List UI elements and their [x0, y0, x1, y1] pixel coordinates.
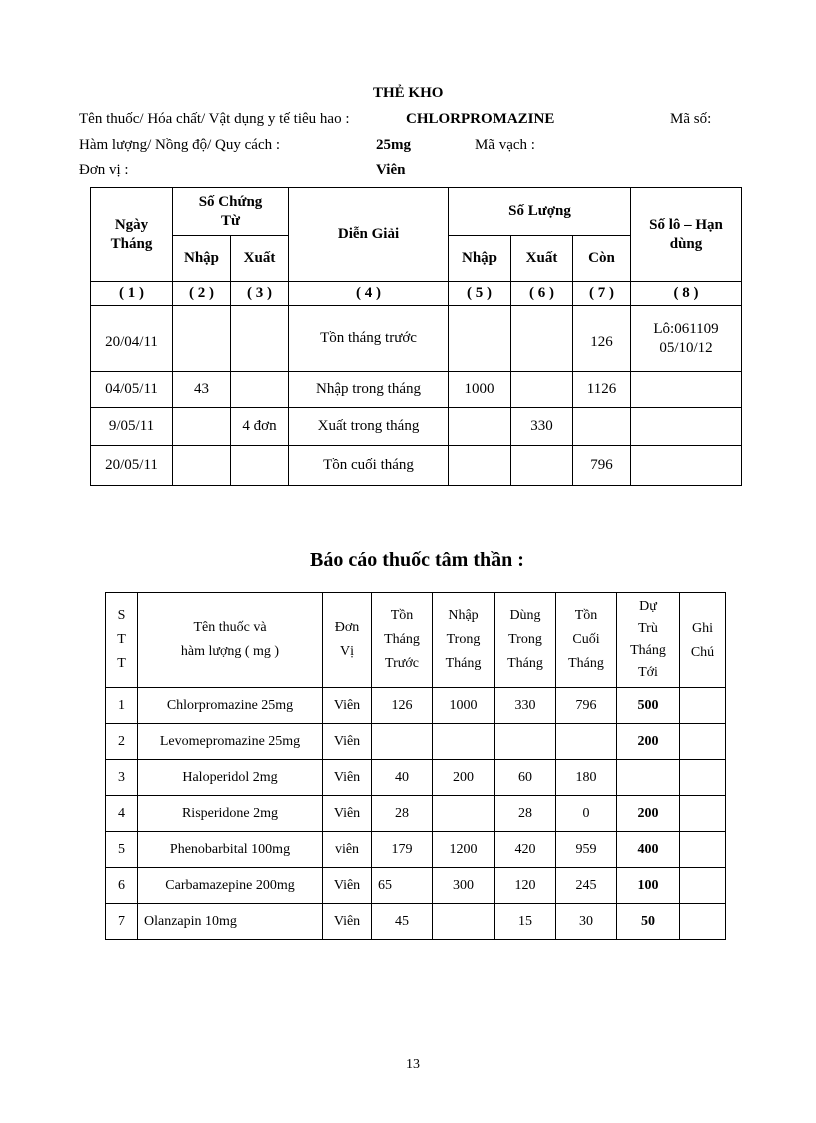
table-row — [91, 446, 742, 486]
cell-in — [433, 796, 495, 832]
cell-qty-in — [449, 408, 511, 446]
cell-used: 330 — [495, 688, 556, 724]
cell-lot — [631, 446, 742, 486]
cell-name: Levomepromazine 25mg — [138, 724, 323, 760]
header-name: Tên thuốc và hàm lượng ( mg ) — [138, 593, 323, 688]
cell-description: Nhập trong tháng — [289, 372, 449, 408]
cell-date: 20/05/11 — [91, 446, 173, 486]
header-reserve: Dự Trù Tháng Tới — [617, 593, 680, 688]
col-number: ( 4 ) — [289, 282, 449, 306]
cell-stt: 2 — [106, 724, 138, 760]
cell-date: 9/05/11 — [91, 408, 173, 446]
report-table — [105, 592, 726, 940]
cell-end: 245 — [556, 868, 617, 904]
header-prev: Tồn Tháng Trước — [372, 593, 433, 688]
cell-prev: 179 — [372, 832, 433, 868]
header-qty-left: Còn — [573, 236, 631, 282]
cell-qty-left — [573, 408, 631, 446]
cell-qty-in: 1000 — [449, 372, 511, 408]
col-number: ( 7 ) — [573, 282, 631, 306]
table-row — [106, 688, 726, 724]
cell-lot: Lô:061109 05/10/12 — [631, 306, 742, 372]
header-used: Dùng Trong Tháng — [495, 593, 556, 688]
cell-lot — [631, 408, 742, 446]
table-row — [106, 832, 726, 868]
cell-qty-left: 1126 — [573, 372, 631, 408]
cell-qty-left: 796 — [573, 446, 631, 486]
cell-end: 0 — [556, 796, 617, 832]
table-row — [106, 868, 726, 904]
cell-voucher-in — [173, 408, 231, 446]
cell-used: 28 — [495, 796, 556, 832]
cell-name: Olanzapin 10mg — [138, 904, 323, 940]
header-voucher-out: Xuất — [231, 236, 289, 282]
cell-used: 60 — [495, 760, 556, 796]
cell-reserve — [617, 760, 680, 796]
cell-description: Tồn cuối tháng — [289, 446, 449, 486]
cell-reserve: 50 — [617, 904, 680, 940]
col-number: ( 5 ) — [449, 282, 511, 306]
cell-unit: viên — [323, 832, 372, 868]
cell-prev: 45 — [372, 904, 433, 940]
cell-used: 15 — [495, 904, 556, 940]
cell-name: Haloperidol 2mg — [138, 760, 323, 796]
page-number: 13 — [406, 1057, 420, 1072]
col-number: ( 8 ) — [631, 282, 742, 306]
header-lot: Số lô – Hạn dùng — [631, 188, 742, 282]
cell-voucher-in: 43 — [173, 372, 231, 408]
cell-stt: 7 — [106, 904, 138, 940]
cell-in: 1200 — [433, 832, 495, 868]
cell-voucher-out — [231, 306, 289, 372]
header-quantity: Số Lượng — [449, 188, 631, 236]
cell-name: Phenobarbital 100mg — [138, 832, 323, 868]
cell-unit: Viên — [323, 796, 372, 832]
cell-reserve: 500 — [617, 688, 680, 724]
cell-stt: 4 — [106, 796, 138, 832]
col-number: ( 6 ) — [511, 282, 573, 306]
cell-unit: Viên — [323, 760, 372, 796]
cell-reserve: 100 — [617, 868, 680, 904]
drug-name: CHLORPROMAZINE — [406, 111, 555, 127]
cell-note — [680, 904, 726, 940]
cell-qty-left: 126 — [573, 306, 631, 372]
cell-reserve: 200 — [617, 796, 680, 832]
cell-qty-out — [511, 372, 573, 408]
cell-qty-in — [449, 306, 511, 372]
cell-note — [680, 832, 726, 868]
cell-used — [495, 724, 556, 760]
column-number-row — [91, 282, 742, 306]
strength-value: 25mg — [376, 137, 411, 153]
cell-voucher-in — [173, 306, 231, 372]
card-title: THẺ KHO — [373, 85, 444, 101]
report-header-row — [106, 593, 726, 688]
cell-voucher-out — [231, 372, 289, 408]
col-number: ( 3 ) — [231, 282, 289, 306]
header-in: Nhập Trong Tháng — [433, 593, 495, 688]
cell-note — [680, 760, 726, 796]
cell-reserve: 400 — [617, 832, 680, 868]
cell-reserve: 200 — [617, 724, 680, 760]
header-unit: Đơn Vị — [323, 593, 372, 688]
cell-stt: 3 — [106, 760, 138, 796]
header-stt: S T T — [106, 593, 138, 688]
cell-stt: 1 — [106, 688, 138, 724]
header-description: Diễn Giải — [289, 188, 449, 282]
cell-voucher-in — [173, 446, 231, 486]
cell-unit: Viên — [323, 904, 372, 940]
table-row — [91, 408, 742, 446]
cell-in: 1000 — [433, 688, 495, 724]
header-voucher-in: Nhập — [173, 236, 231, 282]
col-number: ( 2 ) — [173, 282, 231, 306]
cell-note — [680, 868, 726, 904]
cell-prev: 126 — [372, 688, 433, 724]
cell-name: Risperidone 2mg — [138, 796, 323, 832]
cell-in — [433, 904, 495, 940]
cell-date: 04/05/11 — [91, 372, 173, 408]
cell-note — [680, 688, 726, 724]
cell-stt: 5 — [106, 832, 138, 868]
table-row — [106, 724, 726, 760]
unit-value: Viên — [376, 162, 406, 178]
cell-note — [680, 796, 726, 832]
cell-prev: 65 — [372, 868, 433, 904]
cell-stt: 6 — [106, 868, 138, 904]
cell-used: 120 — [495, 868, 556, 904]
drug-label: Tên thuốc/ Hóa chất/ Vật dụng y tế tiêu hao : — [79, 111, 350, 127]
cell-used: 420 — [495, 832, 556, 868]
table-row — [106, 796, 726, 832]
cell-end: 796 — [556, 688, 617, 724]
header-qty-out: Xuất — [511, 236, 573, 282]
cell-qty-out — [511, 446, 573, 486]
barcode-label: Mã vạch : — [475, 137, 535, 153]
cell-qty-in — [449, 446, 511, 486]
cell-description: Tồn tháng trước — [289, 306, 449, 372]
cell-unit: Viên — [323, 868, 372, 904]
cell-qty-out: 330 — [511, 408, 573, 446]
cell-date: 20/04/11 — [91, 306, 173, 372]
cell-end — [556, 724, 617, 760]
cell-prev: 28 — [372, 796, 433, 832]
cell-description: Xuất trong tháng — [289, 408, 449, 446]
cell-prev — [372, 724, 433, 760]
strength-label: Hàm lượng/ Nồng độ/ Quy cách : — [79, 137, 281, 153]
report-title: Báo cáo thuốc tâm thần : — [310, 549, 524, 571]
table-row — [106, 904, 726, 940]
cell-in: 200 — [433, 760, 495, 796]
cell-voucher-out: 4 đơn — [231, 408, 289, 446]
cell-end: 30 — [556, 904, 617, 940]
cell-lot — [631, 372, 742, 408]
cell-in: 300 — [433, 868, 495, 904]
table-row — [91, 306, 742, 372]
cell-voucher-out — [231, 446, 289, 486]
table-row — [106, 760, 726, 796]
col-number: ( 1 ) — [91, 282, 173, 306]
cell-prev: 40 — [372, 760, 433, 796]
header-qty-in: Nhập — [449, 236, 511, 282]
unit-label: Đơn vị : — [79, 162, 129, 178]
cell-end: 180 — [556, 760, 617, 796]
header-voucher: Số Chứng Từ — [173, 188, 289, 236]
cell-qty-out — [511, 306, 573, 372]
cell-note — [680, 724, 726, 760]
cell-end: 959 — [556, 832, 617, 868]
cell-name: Chlorpromazine 25mg — [138, 688, 323, 724]
cell-name: Carbamazepine 200mg — [138, 868, 323, 904]
cell-unit: Viên — [323, 688, 372, 724]
header-note: Ghi Chú — [680, 593, 726, 688]
table-row — [91, 372, 742, 408]
header-date: Ngày Tháng — [91, 188, 173, 282]
stock-card-table — [90, 187, 742, 486]
cell-unit: Viên — [323, 724, 372, 760]
header-end: Tồn Cuối Tháng — [556, 593, 617, 688]
code-label: Mã số: — [670, 111, 712, 127]
cell-in — [433, 724, 495, 760]
